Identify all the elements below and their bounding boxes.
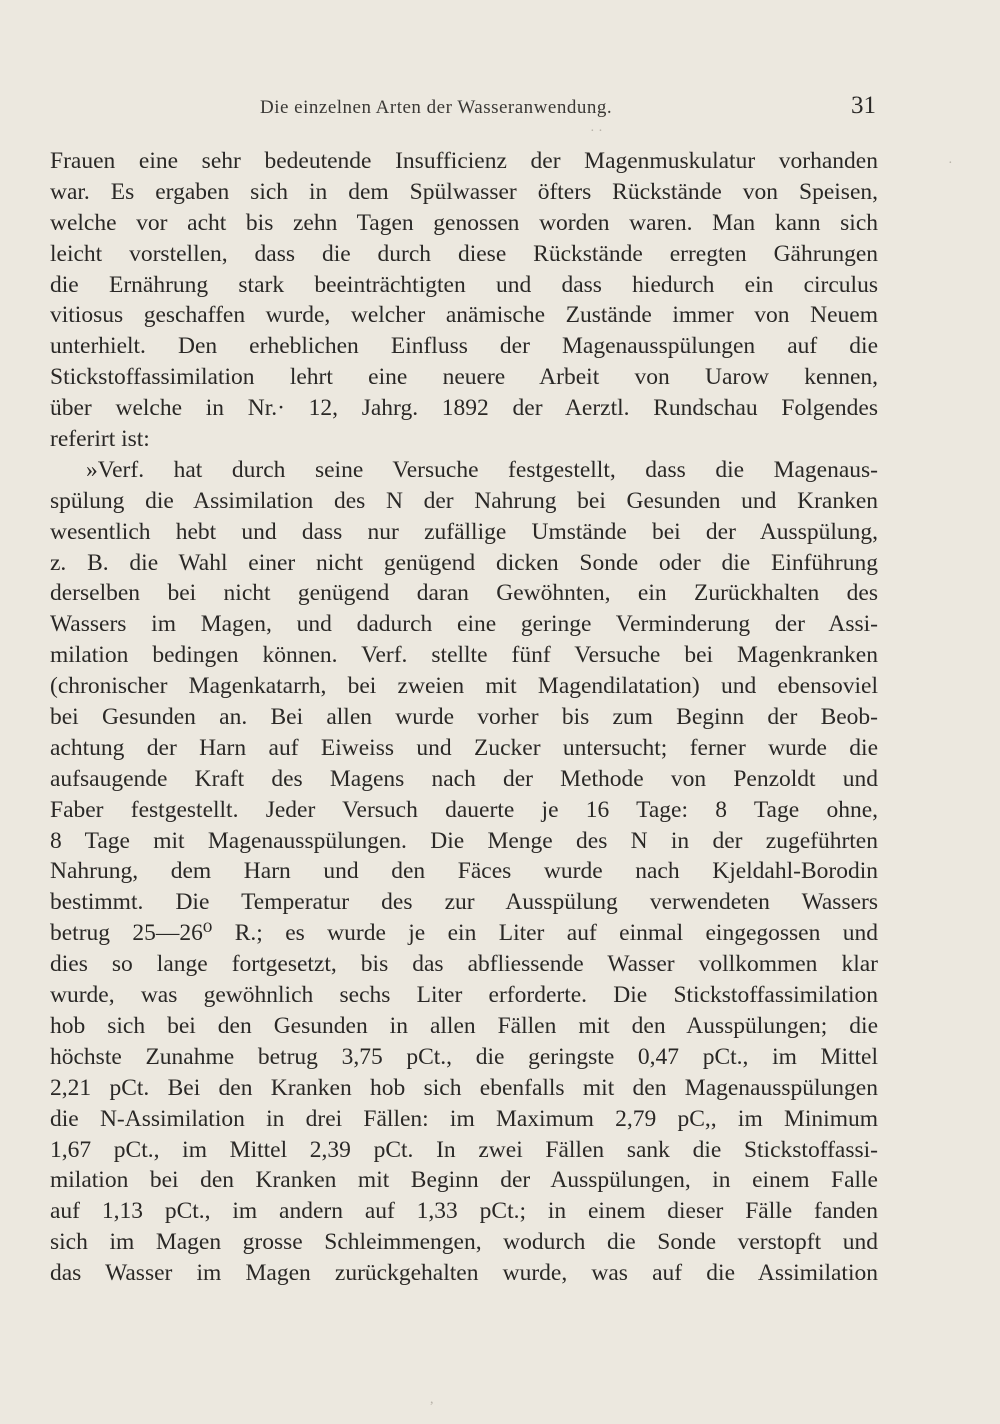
text-line: (chronischer Magenkatarrh, bei zweien mit Magendilatation) und ebensoviel: [50, 673, 878, 700]
text-line: spülung die Assimilation des N der Nahrung bei Gesunden und Kranken: [50, 487, 878, 514]
text-line: Stickstoffassimilation lehrt eine neuere Arbeit von Uarow kennen,: [50, 364, 878, 391]
text-line: milation bei den Kranken mit Beginn der Ausspülungen, in einem Falle: [50, 1167, 878, 1194]
page-header: [50, 92, 876, 128]
text-line: derselben bei nicht genügend daran Gewöhnten, ein Zurückhalten des: [50, 580, 878, 607]
text-line: über welche in Nr.· 12, Jahrg. 1892 der Aerztl. Rundschau Folgendes: [50, 395, 878, 422]
text-line: bestimmt. Die Temperatur des zur Ausspülung verwendeten Wassers: [50, 889, 878, 916]
text-line: Nahrung, dem Harn und den Fäces wurde nach Kjeldahl-Borodin: [50, 858, 878, 885]
text-line: 8 Tage mit Magenausspülungen. Die Menge des N in der zugeführten: [50, 827, 878, 854]
text-line: 1,67 pCt., im Mittel 2,39 pCt. In zwei Fällen sank die Stickstoffassi-: [50, 1136, 878, 1163]
text-line: leicht vorstellen, dass die durch diese Rückstände erregten Gährungen: [50, 240, 878, 267]
text-line: unterhielt. Den erheblichen Einfluss der Magenausspülungen auf die: [50, 333, 878, 360]
scan-speck: ·: [948, 156, 953, 171]
scan-speck: ,: [430, 1392, 434, 1407]
text-line: 2,21 pCt. Bei den Kranken hob sich ebenfalls mit den Magenausspülungen: [50, 1074, 878, 1101]
text-line: Faber festgestellt. Jeder Versuch dauerte je 16 Tage: 8 Tage ohne,: [50, 796, 878, 823]
text-line: Frauen eine sehr bedeutende Insufficienz der Magenmuskulatur vorhanden: [50, 148, 878, 174]
text-line: z. B. die Wahl einer nicht genügend dicken Sonde oder die Einführung: [50, 549, 878, 576]
text-line: wesentlich hebt und dass nur zufällige Umstände bei der Ausspülung,: [50, 518, 878, 545]
text-line: war. Es ergaben sich in dem Spülwasser öfters Rückstände von Speisen,: [50, 178, 878, 205]
text-line: welche vor acht bis zehn Tagen genossen worden waren. Man kann sich: [50, 209, 878, 236]
text-line: die N-Assimilation in drei Fällen: im Maximum 2,79 pC,, im Minimum: [50, 1105, 878, 1132]
text-line: dies so lange fortgesetzt, bis das abfliessende Wasser vollkommen klar: [50, 951, 878, 978]
running-head: Die einzelnen Arten der Wasseranwendung.: [260, 97, 613, 118]
text-line: »Verf. hat durch seine Versuche festgestellt, dass die Magenaus-: [86, 456, 878, 483]
text-line: bei Gesunden an. Bei allen wurde vorher bis zum Beginn der Beob-: [50, 704, 878, 731]
text-line: achtung der Harn auf Eiweiss und Zucker untersucht; ferner wurde die: [50, 734, 878, 761]
text-line: wurde, was gewöhnlich sechs Liter erforderte. Die Stickstoffassimilation: [50, 982, 878, 1009]
text-line: referirt ist:: [50, 426, 150, 453]
text-line: sich im Magen grosse Schleimmengen, wodurch die Sonde verstopft und: [50, 1229, 878, 1256]
page-number: 31: [851, 92, 876, 119]
text-line: hob sich bei den Gesunden in allen Fällen mit den Ausspülungen; die: [50, 1012, 878, 1039]
text-line: aufsaugende Kraft des Magens nach der Methode von Penzoldt und: [50, 765, 878, 792]
text-line: milation bedingen können. Verf. stellte fünf Versuche bei Magenkranken: [50, 642, 878, 669]
text-line: auf 1,13 pCt., im andern auf 1,33 pCt.; in einem dieser Fälle fanden: [50, 1198, 878, 1225]
text-line: Wassers im Magen, und dadurch eine geringe Verminderung der Assi-: [50, 611, 878, 638]
text-line: höchste Zunahme betrug 3,75 pCt., die geringste 0,47 pCt., im Mittel: [50, 1043, 878, 1070]
body-text: [50, 146, 878, 1289]
text-line: betrug 25—26⁰ R.; es wurde je ein Liter auf einmal eingegossen und: [50, 920, 878, 947]
text-line: das Wasser im Magen zurückgehalten wurde, was auf die Assimilation: [50, 1260, 878, 1287]
text-line: die Ernährung stark beeinträchtigten und dass hiedurch ein circulus: [50, 271, 878, 298]
text-line: vitiosus geschaffen wurde, welcher anämische Zustände immer von Neuem: [50, 302, 878, 329]
scan-speck: · ·: [590, 124, 603, 139]
